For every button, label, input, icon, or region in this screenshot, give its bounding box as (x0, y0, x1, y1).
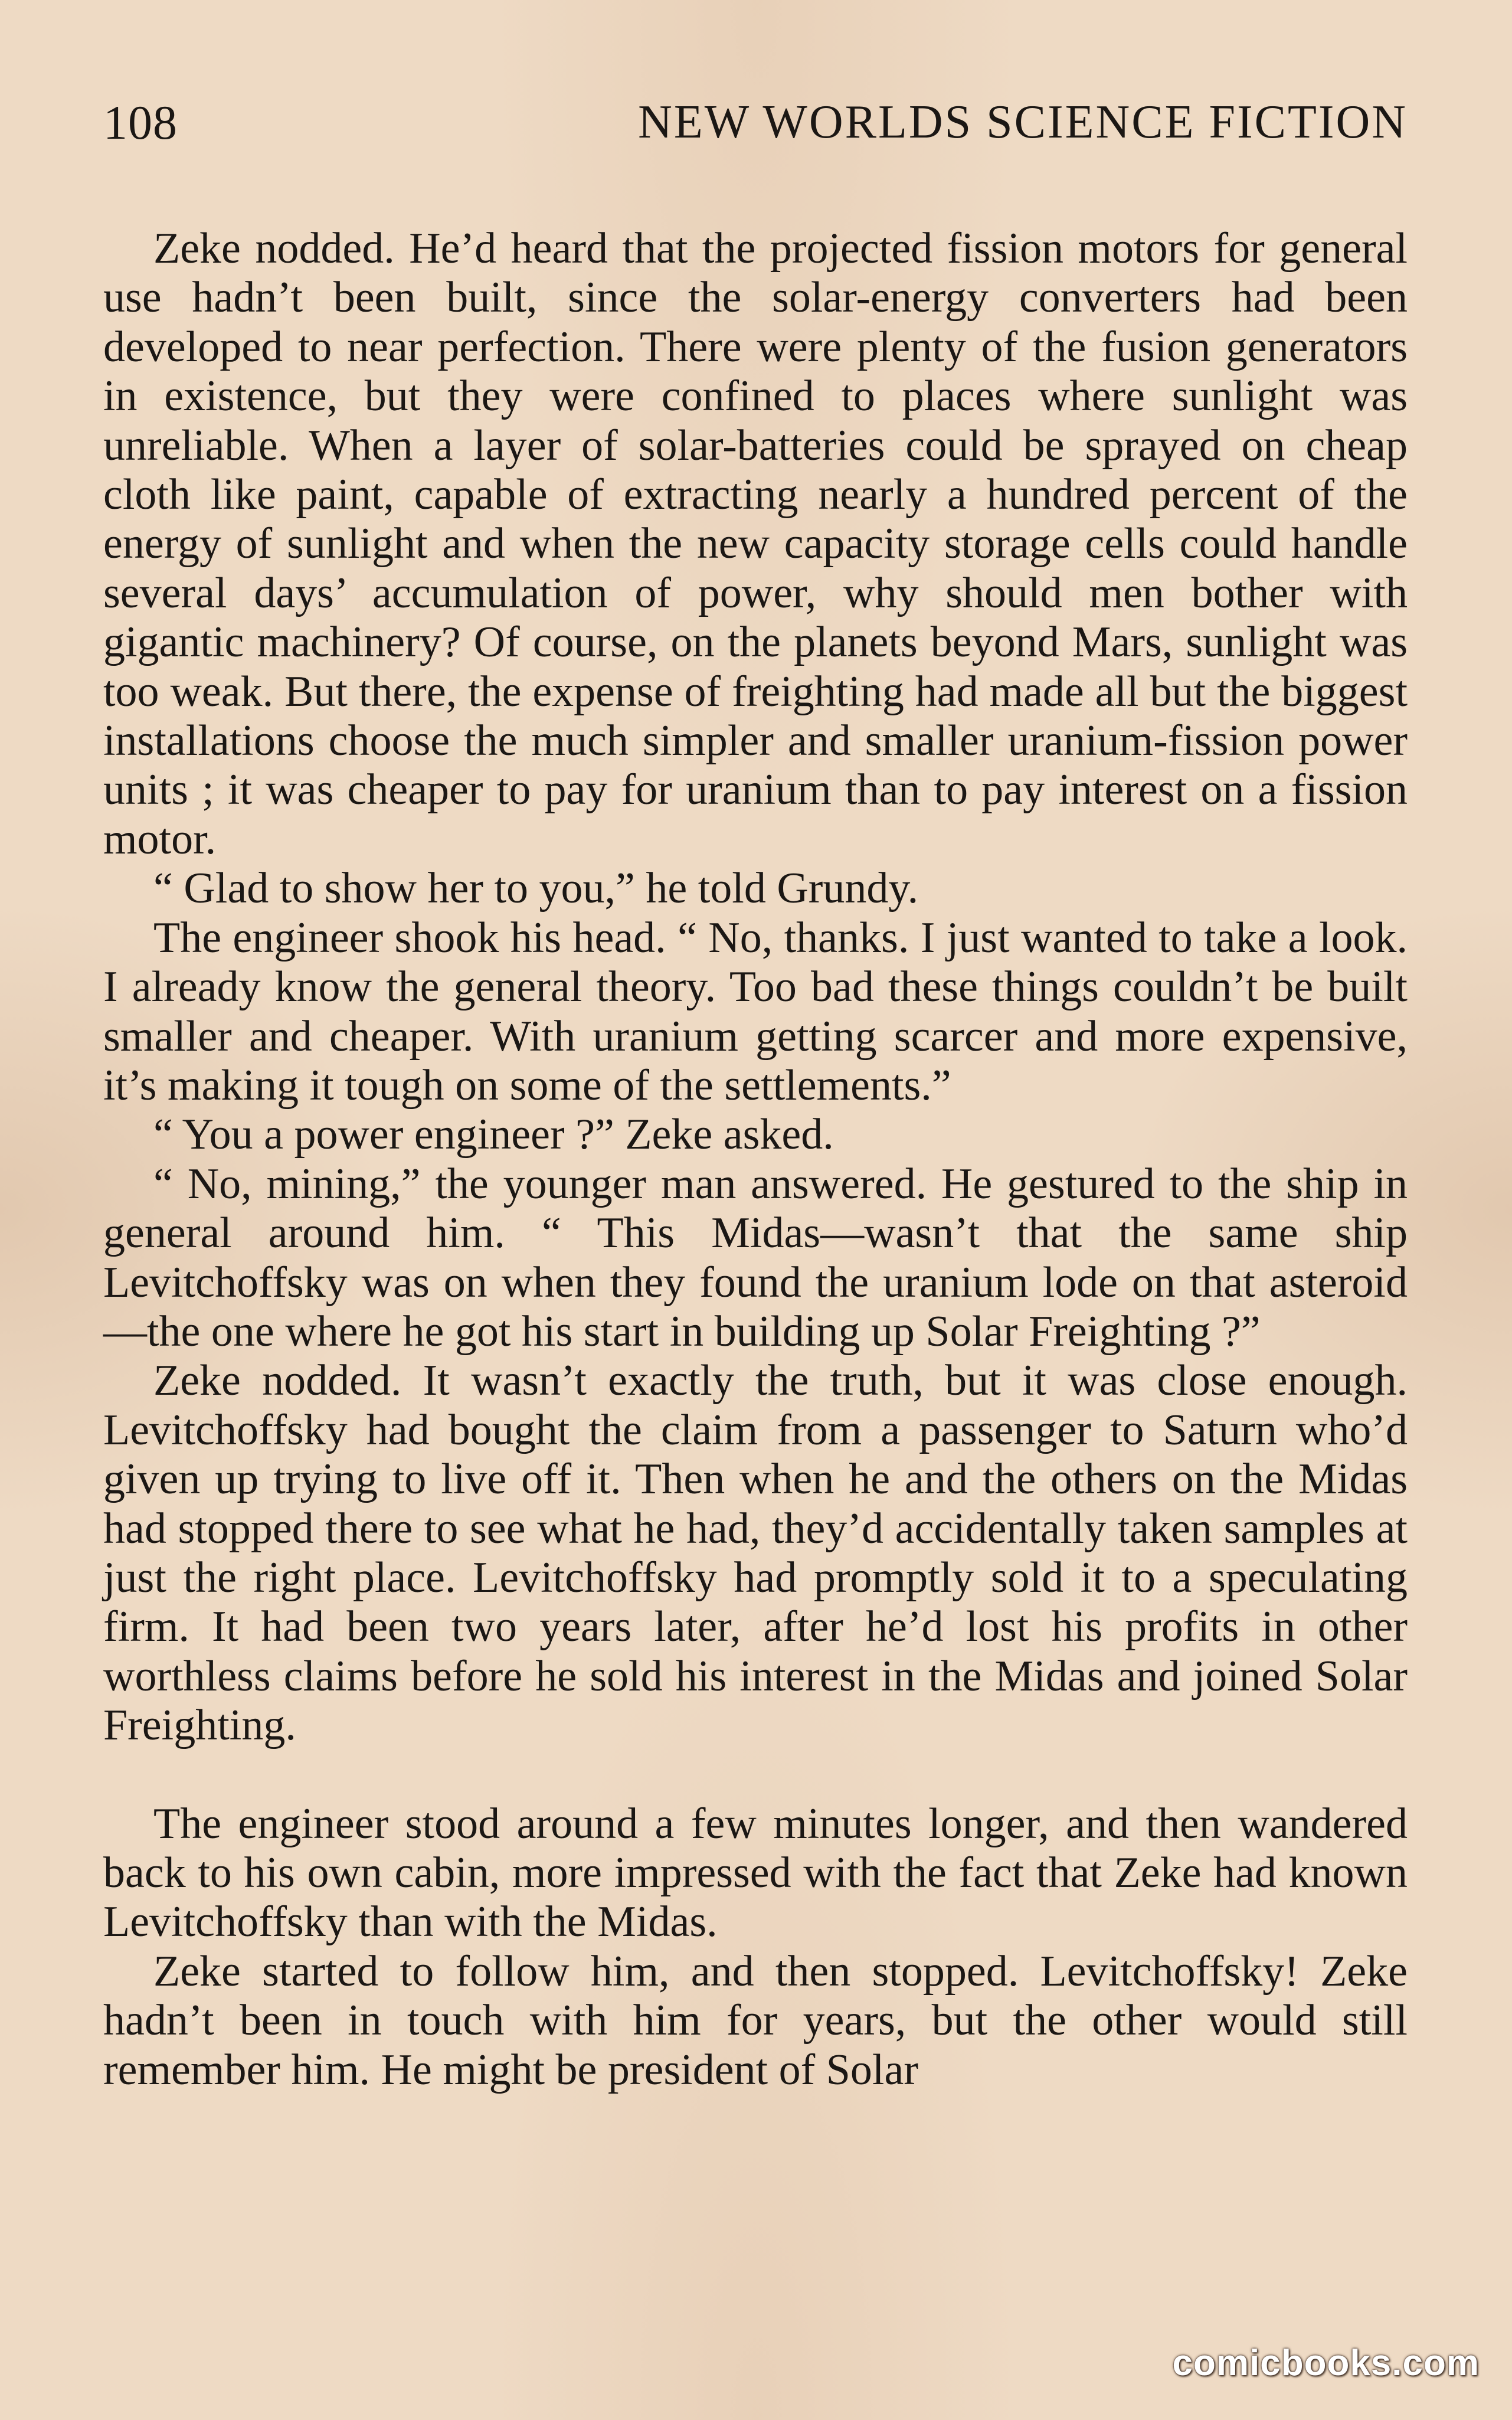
paragraph: Zeke nodded. He’d heard that the projected fission motors for general use hadn’t been built, since the solar-energy converters had been developed to near perfection. There were plenty of the fusion generators in existence, but they were confined to places where sunlight was unreliable. When a layer of solar-batteries could be sprayed on cheap cloth like paint, capable of extracting nearly a hundred percent of the energy of sunlight and when the new capacity storage cells could handle several days’ accumulation of power, why should men bother with gigantic machinery? Of course, on the planets beyond Mars, sunlight was too weak. But there, the expense of freighting had made all but the biggest installations choose the much simpler and smaller uranium-fission power units ; it was cheaper to pay for uranium than to pay interest on a fission motor. (103, 224, 1408, 864)
paragraph: “ You a power engineer ?” Zeke asked. (153, 1110, 834, 1159)
paragraph: Zeke nodded. It wasn’t exactly the truth, but it was close enough. Levitchoffsky had bought the claim from a passenger to Saturn who’d given up trying to live off it. Then when he and the others on the Midas had stopped there to see what he had, they’d accidentally taken samples at just the right place. Levitchoffsky had promptly sold it to a speculating firm. It had been two years later, after he’d lost his profits in other worthless claims before he sold his interest in the Midas and joined Solar Freighting. (103, 1356, 1408, 1750)
watermark: comicbooks.com (1172, 2343, 1480, 2383)
paragraph: The engineer shook his head. “ No, thanks. I just wanted to take a look. I already know the general theory. Too bad these things couldn’t be built smaller and cheaper. With uranium getting scarcer and more expensive, it’s making it tough on some of the settlements.” (103, 913, 1408, 1110)
body-text (103, 224, 1408, 2095)
page-number: 108 (103, 96, 178, 149)
paragraph: “ No, mining,” the younger man answered. He gestured to the ship in general around him. “ This Midas—wasn’t that the same ship Levitchoffsky was on when they found the uranium lode on that asteroid—the one where he got his start in building up Solar Freighting ?” (103, 1159, 1408, 1356)
paragraph: Zeke started to follow him, and then stopped. Levitchoffsky! Zeke hadn’t been in touch with him for years, but the other would still remember him. He might be president of Solar (103, 1947, 1408, 2094)
paragraph: “ Glad to show her to you,” he told Grundy. (153, 864, 919, 913)
running-head (103, 91, 1408, 153)
book-page (103, 91, 1408, 2094)
publication-title: NEW WORLDS SCIENCE FICTION (638, 96, 1408, 148)
paragraph: The engineer stood around a few minutes longer, and then wandered back to his own cabin, more impressed with the fact that Zeke had known Levitchoffsky than with the Midas. (103, 1799, 1408, 1947)
